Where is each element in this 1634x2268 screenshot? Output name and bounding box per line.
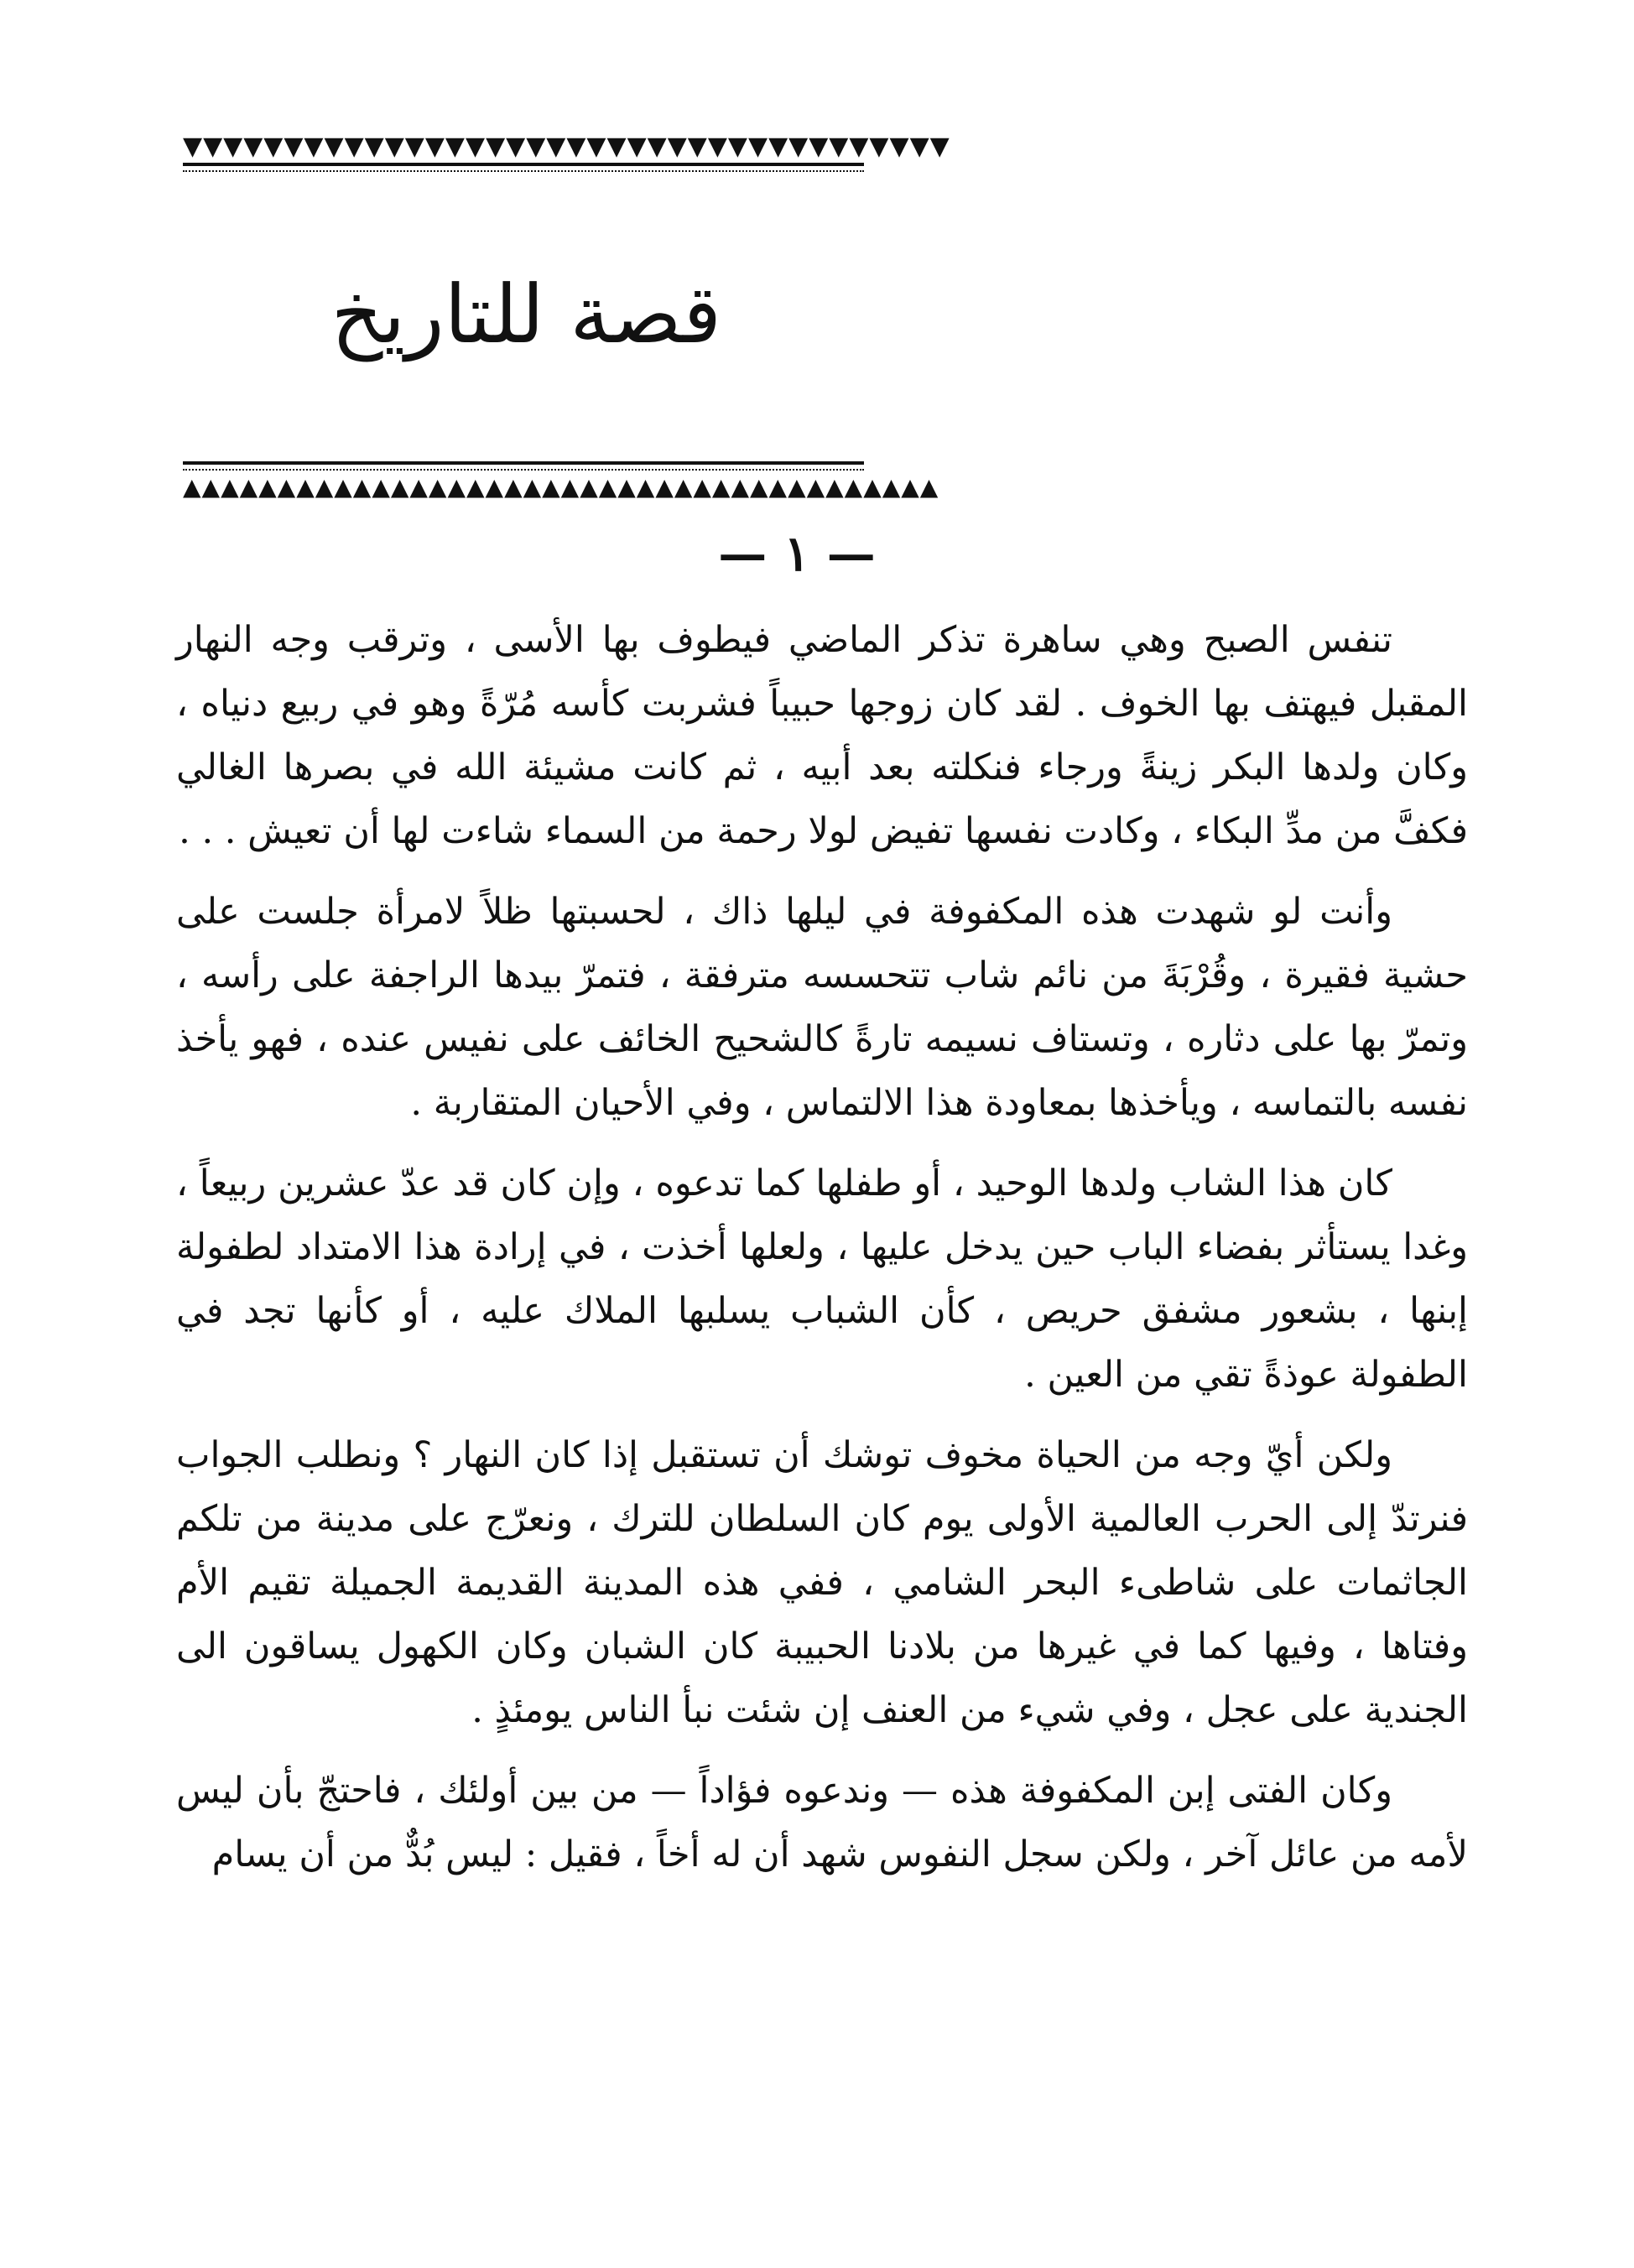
body-text bbox=[176, 608, 1468, 1903]
ornament-pattern-top: ▼▼▼▼▼▼▼▼▼▼▼▼▼▼▼▼▼▼▼▼▼▼▼▼▼▼▼▼▼▼▼▼▼▼▼▼▼▼ bbox=[183, 132, 950, 161]
chapter-title: قصة للتاريخ bbox=[330, 268, 721, 362]
paragraph-2: وأنت لو شهدت هذه المكفوفة في ليلها ذاك ، لحسبتها ظلاً لامرأة جلست على حشية فقيرة ، وقُرْبَةَ من نائم شاب تتحسسه مترفقة ، فتمرّ بيدها الراجفة على رأسه ، وتمرّ بها على دثاره ، وتستاف نسيمه تارةً كالشحيح الخائف على نفيس عنده ، فهو يأخذ نفسه بالتماسه ، ويأخذها بمعاودة هذا الالتماس ، وفي الأحيان المتقاربة . bbox=[176, 891, 1468, 1124]
paragraph-1: تنفس الصبح وهي ساهرة تذكر الماضي فيطوف بها الأسى ، وترقب وجه النهار المقبل فيهتف بها الخوف . لقد كان زوجها حبيباً فشربت كأسه مُرّةً وهو في ربيع دنياه ، وكان ولدها البكر زينةً ورجاء فنكلته بعد أبيه ، ثم كانت مشيئة الله في بصرها الغالي فكفَّ من مدِّ البكاء ، وكادت نفسها تفيض لولا رحمة من السماء شاءت لها أن تعيش . . . bbox=[176, 619, 1468, 852]
paragraph-5: وكان الفتى إبن المكفوفة هذه — وندعوه فؤاداً — من بين أولئك ، فاحتجّ بأن ليس لأمه من عائل آخر ، ولكن سجل النفوس شهد أن له أخاً ، فقيل : ليس بُدٌّ من أن يسام bbox=[176, 1770, 1468, 1875]
paragraph-3: كان هذا الشاب ولدها الوحيد ، أو طفلها كما تدعوه ، وإن كان قد عدّ عشرين ربيعاً ، وغدا يستأثر بفضاء الباب حين يدخل عليها ، ولعلها أخذت ، في إرادة هذا الامتداد لطفولة إبنها ، بشعور مشفق حريص ، كأن الشباب يسلبها الملاك عليه ، أو كأنها تجد في الطفولة عوذةً تقي من العين . bbox=[176, 1163, 1468, 1396]
top-ornament-border bbox=[183, 132, 950, 185]
ornament-pattern-mid: ▲▲▲▲▲▲▲▲▲▲▲▲▲▲▲▲▲▲▲▲▲▲▲▲▲▲▲▲▲▲▲▲▲▲▲▲▲▲▲▲ bbox=[183, 473, 939, 501]
middle-ornament-border bbox=[183, 461, 939, 512]
section-number: — ١ — bbox=[718, 525, 876, 582]
ornament-rule-mid bbox=[183, 461, 864, 471]
paragraph-4: ولكن أيّ وجه من الحياة مخوف توشك أن تستقبل إذا كان النهار ؟ ونطلب الجواب فنرتدّ إلى الحرب العالمية الأولى يوم كان السلطان للترك ، ونعرّج على مدينة من تلكم الجاثمات على شاطىء البحر الشامي ، ففي هذه المدينة القديمة الجميلة تقيم الأم وفتاها ، وفيها كما في غيرها من بلادنا الحبيبة كان الشبان وكان الكهول يساقون الى الجندية على عجل ، وفي شيء من العنف إن شئت نبأ الناس يومئذٍ . bbox=[176, 1434, 1468, 1731]
ornament-rule-top bbox=[183, 163, 864, 172]
